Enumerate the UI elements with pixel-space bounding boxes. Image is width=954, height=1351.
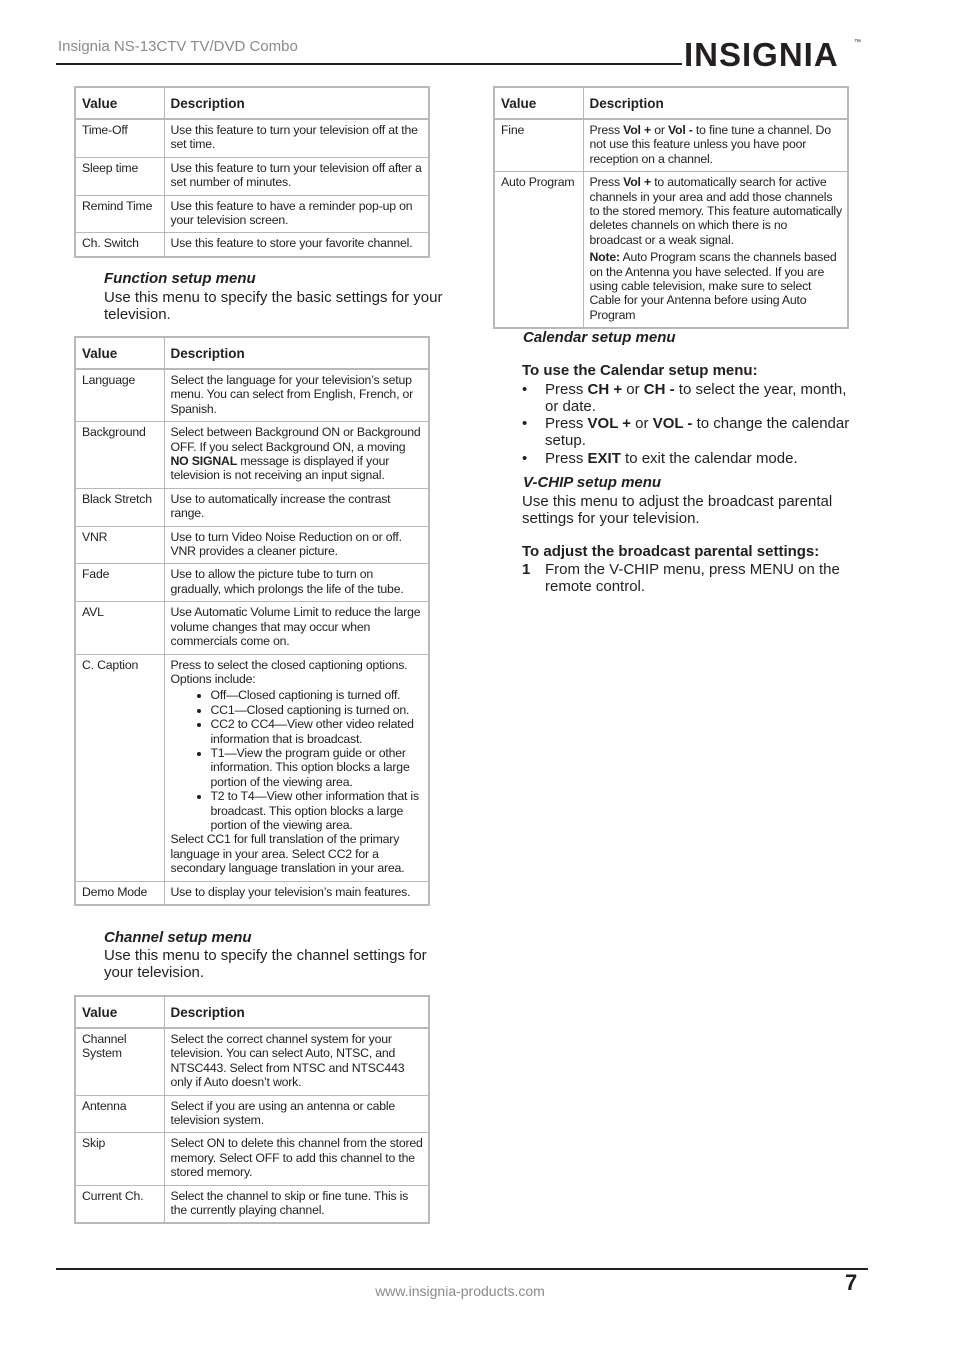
function-setup-body: Use this menu to specify the basic settings for your television. — [104, 289, 443, 323]
caption-options-list — [171, 688, 424, 832]
row-description: Use to automatically increase the contrast range. — [164, 488, 428, 526]
table-row — [76, 233, 428, 256]
row-description: Use to display your television’s main features. — [164, 881, 428, 904]
row-value: Fade — [76, 564, 164, 602]
list-item — [522, 451, 872, 469]
table-row — [76, 157, 428, 195]
text-run: to change the calendar — [692, 415, 850, 432]
row-value: Remind Time — [76, 195, 164, 233]
key-label: CH - — [643, 381, 675, 398]
column-header-value: Value — [76, 997, 164, 1028]
caption-outro: Select CC1 for full translation of the primary language in your area. Select CC2 for a secondary language translation in your area. — [170, 832, 405, 876]
row-value: Current Ch. — [76, 1185, 164, 1222]
column-header-description: Description — [164, 997, 428, 1028]
list-item: • T1—View the program guide or other information. This option blocks a large portion of the viewing area. — [211, 746, 424, 789]
list-item — [522, 562, 872, 596]
row-description: Use to allow the picture tube to turn on gradually, which prolongs the life of the tube. — [164, 564, 428, 602]
list-item: • Off—Closed captioning is turned off. — [211, 688, 424, 702]
vchip-setup-body: Use this menu to adjust the broadcast parental settings for your television. — [522, 493, 833, 527]
text-run: message is displayed if your television is not receiving an input signal. — [170, 454, 390, 483]
row-description: Use this feature to turn your television off at the set time. — [164, 119, 428, 157]
logo-wordmark: INSIGNIA — [684, 36, 839, 73]
column-header-description: Description — [164, 88, 428, 119]
bullet-glyph: • — [522, 450, 528, 467]
row-description — [164, 654, 428, 881]
row-value: Auto Program — [495, 172, 583, 328]
table-row — [76, 881, 428, 904]
row-description — [583, 172, 847, 328]
note-label: Note: — [589, 250, 620, 265]
table-row — [76, 422, 428, 489]
table-row — [76, 1095, 428, 1133]
auto-program-text — [590, 175, 843, 247]
list-item — [522, 382, 872, 416]
function-setup-heading: Function setup menu — [104, 270, 256, 287]
table-header-row — [76, 88, 428, 119]
function-table — [74, 336, 430, 906]
note-text: Auto Program scans the channels based on the Antenna you have selected. If you are using cable television, make sure to select Cable for your Antenna before using Auto Program — [589, 250, 837, 322]
table-row — [76, 119, 428, 157]
caption-intro: Press to select the closed captioning options. Options include: — [170, 657, 408, 686]
fine-tune-table — [493, 86, 849, 329]
table-row — [76, 488, 428, 526]
row-description: Select the language for your television’s setup menu. You can select from English, French, or Spanish. — [164, 369, 428, 422]
row-description: Select if you are using an antenna or cable television system. — [164, 1095, 428, 1133]
row-description: Select the correct channel system for your television. You can select Auto, NTSC, and NTSC443. Select from NTSC and NTSC443 only if Auto doesn’t work. — [164, 1028, 428, 1095]
list-item: • CC2 to CC4—View other video related information that is broadcast. — [211, 717, 424, 746]
channel-setup-body: Use this menu to specify the channel settings for your television. — [104, 947, 427, 981]
bullet-glyph: • — [522, 381, 528, 398]
bullet-text — [545, 451, 875, 468]
key-label: Vol + — [623, 123, 651, 137]
list-item: • CC1—Closed captioning is turned on. — [211, 703, 424, 717]
text-run: to select the year, month, — [674, 381, 847, 398]
row-value: C. Caption — [76, 654, 164, 881]
logo-trademark: ™ — [854, 39, 861, 46]
no-signal-text: NO SIGNAL — [170, 454, 238, 469]
footer-rule — [56, 1268, 868, 1270]
row-value: Antenna — [76, 1095, 164, 1133]
text-run: or — [622, 381, 644, 398]
table-row — [76, 369, 428, 422]
table-row — [76, 564, 428, 602]
vchip-instructions-heading: To adjust the broadcast parental settings: — [522, 543, 820, 560]
table-row — [76, 1185, 428, 1222]
row-value: Fine — [501, 123, 525, 137]
text-run: to automatically search for active channels in your area and add those channels to the stored memory. This feature automatically deletes channels on which there is no broadcast or a weak signal. — [589, 175, 842, 247]
auto-program-note — [590, 250, 843, 322]
key-label: Vol + — [623, 175, 651, 190]
step-number: 1 — [522, 561, 531, 578]
table-row — [495, 172, 847, 328]
column-header-value: Value — [76, 88, 164, 119]
vchip-setup-heading: V-CHIP setup menu — [523, 474, 662, 491]
row-description: Use to turn Video Noise Reduction on or off. VNR provides a cleaner picture. — [164, 526, 428, 564]
row-description: Use this feature to turn your television off after a set number of minutes. — [164, 157, 428, 195]
key-label: VOL + — [587, 415, 632, 432]
bullet-text — [545, 416, 875, 449]
text-run: Press — [589, 123, 624, 137]
bullet-text — [545, 382, 875, 415]
text-run: Press — [545, 450, 588, 467]
table-row — [76, 654, 428, 881]
column-header-value: Value — [76, 338, 164, 369]
key-label: VOL - — [652, 415, 693, 432]
step-text: From the V-CHIP menu, press MENU on the remote control. — [545, 561, 840, 595]
text-run: to fine tune a channel. Do not use this feature unless you have poor reception on a channel. — [589, 123, 831, 166]
row-value: Background — [76, 422, 164, 489]
column-header-description: Description — [583, 88, 847, 119]
row-value: Language — [82, 373, 136, 387]
row-description — [583, 119, 847, 172]
text-run: setup. — [545, 431, 586, 449]
table-header-row — [76, 338, 428, 369]
document-title: Insignia NS-13CTV TV/DVD Combo — [58, 38, 298, 55]
row-value: Time-Off — [82, 123, 128, 137]
table-row — [76, 195, 428, 233]
table-row — [76, 526, 428, 564]
list-item: • T2 to T4—View other information that is broadcast. This option blocks a large portion of the viewing area. — [211, 789, 424, 832]
timer-table — [74, 86, 430, 258]
table-header-row — [76, 997, 428, 1028]
row-description: Use this feature to have a reminder pop-up on your television screen. — [164, 195, 428, 233]
key-label: EXIT — [587, 450, 621, 467]
text-run: or — [650, 123, 668, 137]
text-run: Press — [589, 175, 624, 190]
text-run: Press — [545, 381, 588, 398]
key-label: Vol - — [667, 123, 693, 137]
row-value: Black Stretch — [76, 488, 164, 526]
channel-table — [74, 995, 430, 1224]
row-value: Skip — [76, 1133, 164, 1185]
row-description: Use this feature to store your favorite channel. — [164, 233, 428, 256]
page-number: 7 — [845, 1270, 858, 1295]
calendar-instructions-heading: To use the Calendar setup menu: — [522, 362, 758, 379]
insignia-logo — [684, 32, 864, 76]
table-row — [76, 1028, 428, 1095]
footer-url: www.insignia-products.com — [375, 1283, 545, 1299]
column-header-description: Description — [164, 338, 428, 369]
row-value: AVL — [76, 602, 164, 654]
row-value: Demo Mode — [76, 881, 164, 904]
channel-setup-heading: Channel setup menu — [104, 929, 252, 946]
row-description: Select ON to delete this channel from the stored memory. Select OFF to add this channel to the stored memory. — [164, 1133, 428, 1185]
row-description: Select the channel to skip or fine tune. This is the currently playing channel. — [164, 1185, 428, 1222]
table-row — [76, 1133, 428, 1185]
row-value: Channel System — [82, 1032, 127, 1061]
table-header-row — [495, 88, 847, 119]
column-header-value: Value — [495, 88, 583, 119]
text-run: Press — [545, 415, 588, 432]
row-value: VNR — [76, 526, 164, 564]
bullet-glyph: • — [522, 415, 528, 432]
header-rule — [56, 63, 682, 65]
text-run: Select between Background ON or Background OFF. If you select Background ON, a moving — [170, 425, 421, 454]
list-item — [522, 416, 872, 450]
row-description — [164, 422, 428, 489]
text-run: to exit the calendar mode. — [620, 450, 798, 467]
calendar-setup-heading: Calendar setup menu — [523, 329, 676, 346]
row-description: Use Automatic Volume Limit to reduce the large volume changes that may occur when commercials come on. — [164, 602, 428, 654]
text-run: or date. — [545, 397, 596, 415]
table-row — [495, 119, 847, 172]
row-value: Ch. Switch — [76, 233, 164, 256]
text-run: or — [631, 415, 653, 432]
key-label: CH + — [587, 381, 623, 398]
row-value: Sleep time — [76, 157, 164, 195]
table-row — [76, 602, 428, 654]
